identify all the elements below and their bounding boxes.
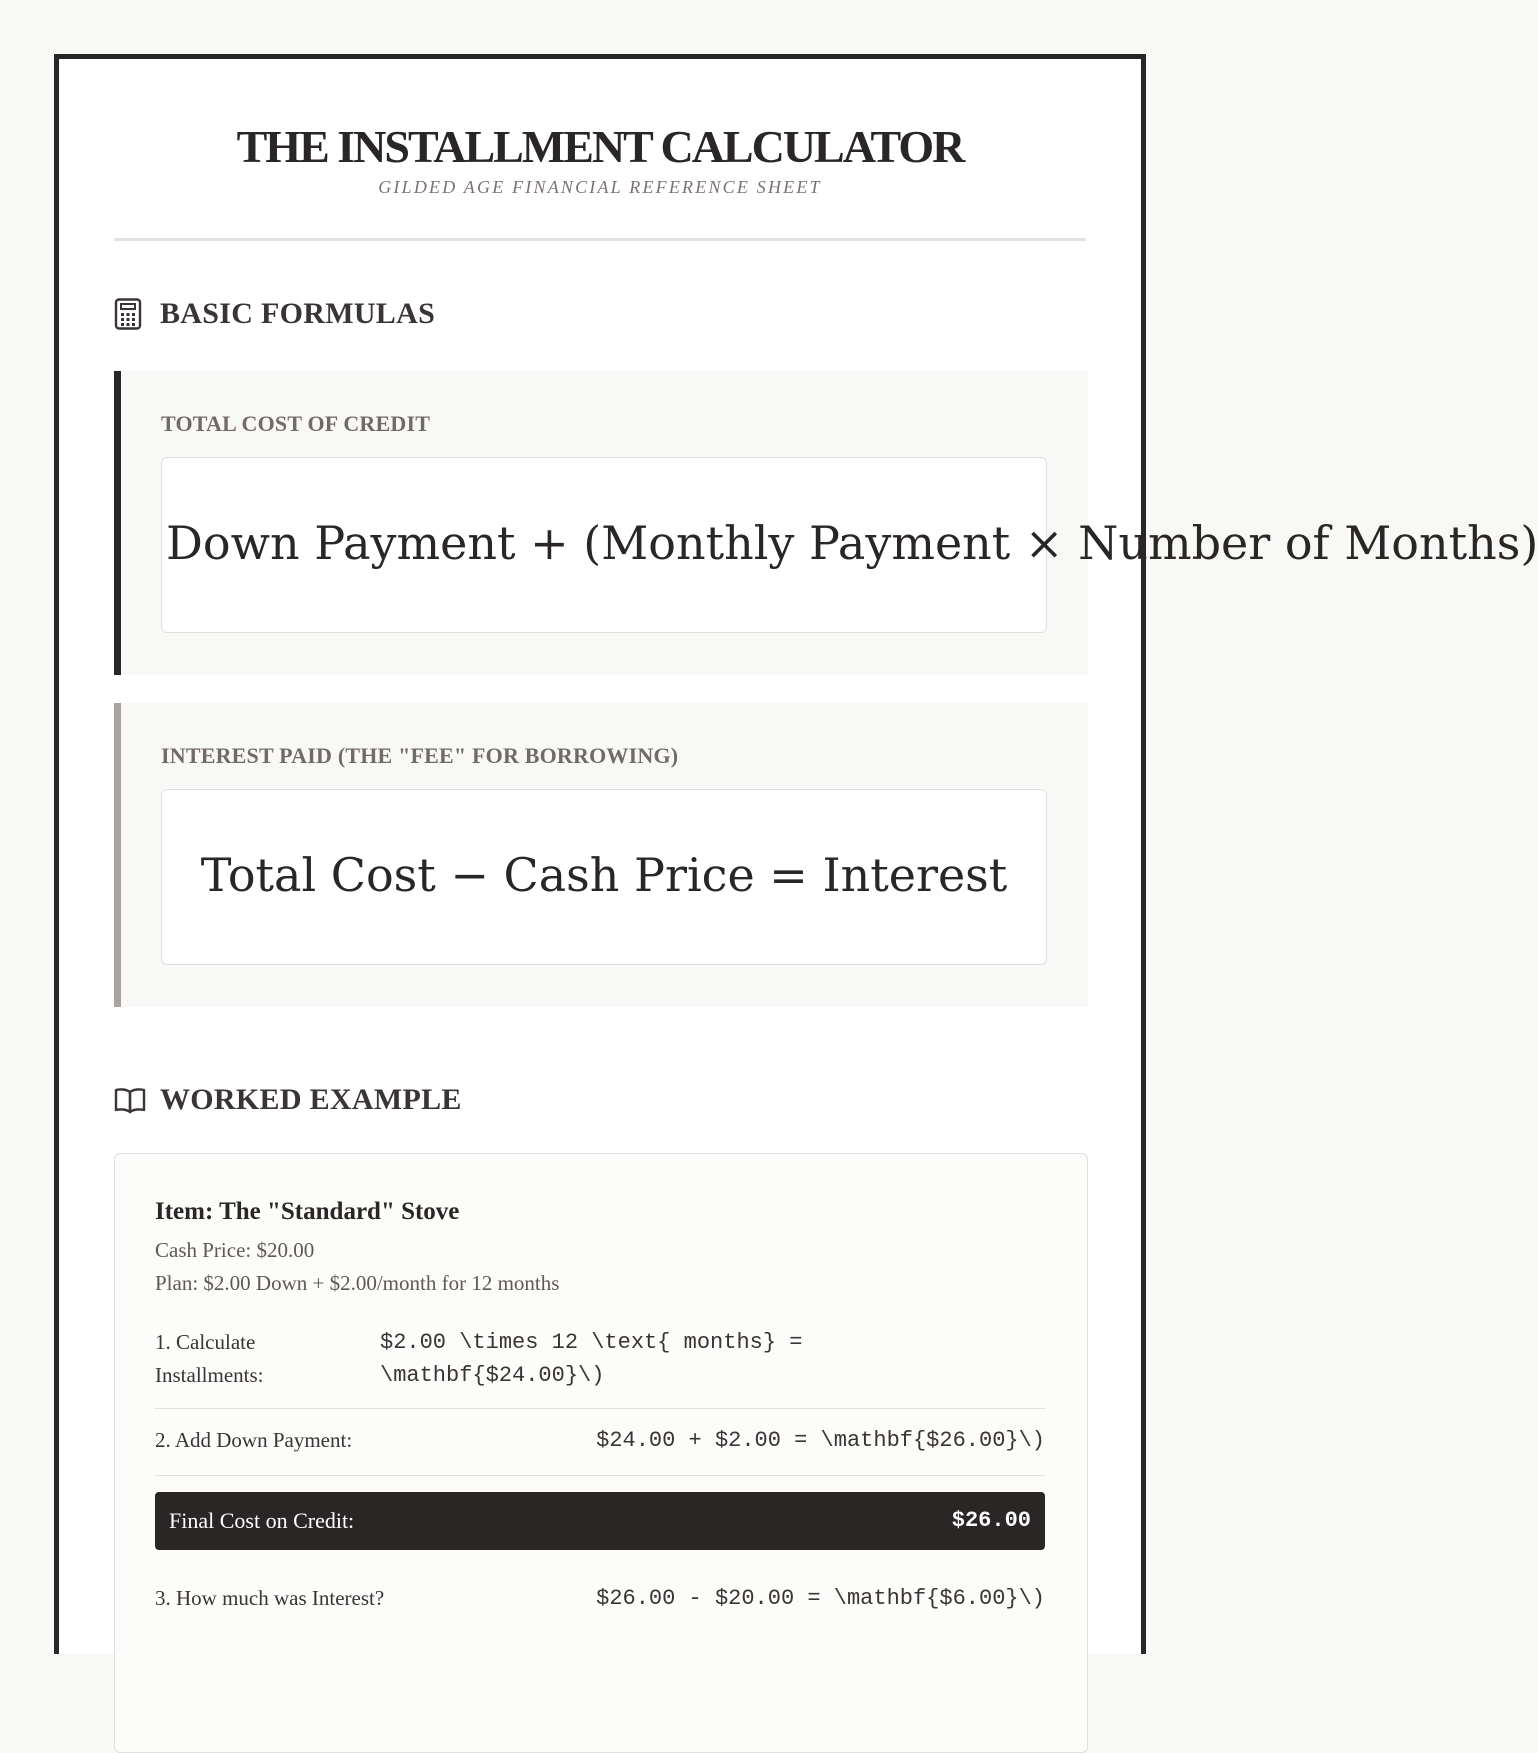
reference-sheet bbox=[54, 54, 1538, 1654]
step-divider bbox=[155, 1408, 1045, 1409]
step-calc: \mathbf{$24.00}\) bbox=[380, 1363, 605, 1388]
section-worked-example bbox=[114, 1083, 462, 1117]
formula-label: TOTAL COST OF CREDIT bbox=[161, 411, 431, 436]
cash-price: Cash Price: $20.00 bbox=[155, 1238, 315, 1262]
final-cost-label: Final Cost on Credit: bbox=[169, 1508, 355, 1533]
step-add-down-payment bbox=[155, 1428, 1045, 1462]
final-cost-value: $26.00 bbox=[951, 1508, 1031, 1533]
page-title: THE INSTALLMENT CALCULATOR bbox=[236, 121, 964, 172]
step-calc: $26.00 - $20.00 = \mathbf{$6.00}\) bbox=[596, 1586, 1045, 1611]
formula-card-total-cost bbox=[114, 371, 1538, 675]
step-divider bbox=[155, 1475, 1045, 1476]
open-book-icon bbox=[114, 1083, 144, 1117]
formula-box bbox=[161, 789, 1047, 965]
page-subtitle: GILDED AGE FINANCIAL REFERENCE SHEET bbox=[378, 177, 822, 197]
header-divider bbox=[114, 238, 1086, 241]
formula-card-interest bbox=[114, 703, 1088, 1007]
formula-box bbox=[161, 457, 1538, 633]
step-calc: $24.00 + $2.00 = \mathbf{$26.00}\) bbox=[596, 1428, 1045, 1453]
section-title: WORKED EXAMPLE bbox=[160, 1083, 462, 1116]
page-header bbox=[59, 59, 1141, 198]
formula-expression: Down Payment + (Monthly Payment × Number of Months) bbox=[166, 516, 1538, 570]
step-label: Installments: bbox=[155, 1363, 264, 1387]
final-cost-bar bbox=[155, 1492, 1045, 1550]
step-calculate-installments bbox=[155, 1326, 1045, 1396]
worked-example-card bbox=[114, 1153, 1088, 1753]
formula-label: INTEREST PAID (THE "FEE" FOR BORROWING) bbox=[161, 743, 679, 768]
step-calc: $2.00 \times 12 \text{ months} = bbox=[380, 1330, 803, 1355]
formula-expression: Total Cost − Cash Price = Interest bbox=[200, 848, 1008, 902]
step-interest bbox=[155, 1586, 1045, 1620]
step-label: 2. Add Down Payment: bbox=[155, 1428, 353, 1452]
calculator-icon bbox=[114, 297, 144, 331]
step-label: 3. How much was Interest? bbox=[155, 1586, 385, 1610]
section-basic-formulas bbox=[114, 297, 1141, 331]
step-label: 1. Calculate bbox=[155, 1330, 256, 1354]
payment-plan: Plan: $2.00 Down + $2.00/month for 12 months bbox=[155, 1271, 560, 1295]
item-title: Item: The "Standard" Stove bbox=[155, 1198, 460, 1225]
section-title: BASIC FORMULAS bbox=[160, 297, 436, 330]
